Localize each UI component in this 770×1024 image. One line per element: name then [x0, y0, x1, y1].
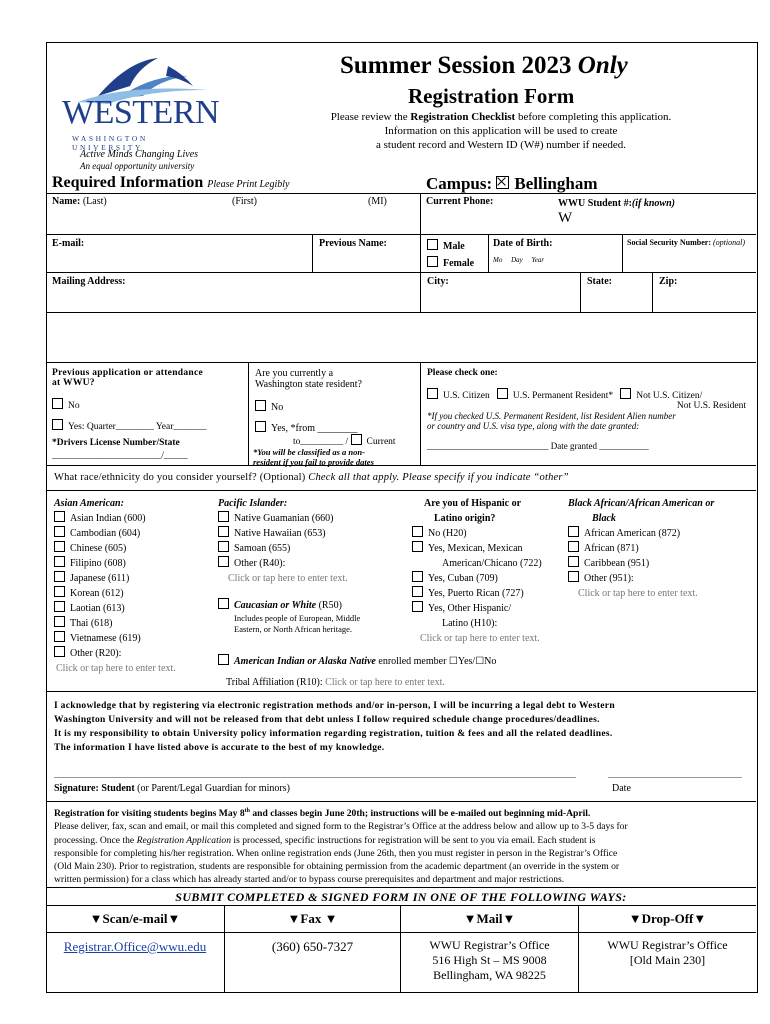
asian-option-label: Filipino (608)	[70, 558, 126, 569]
pacific-option-label: Native Guamanian (660)	[234, 513, 334, 524]
pacific-islander-group: Pacific Islander: Native Guamanian (660) Native Hawaiian (653) Samoan (655) Other (R40): Click or tap here to enter text. Caucasian or White (R50) Includes people of European, Middle Eastern, or North African heritage.	[218, 496, 408, 635]
pacific-checkbox[interactable]	[218, 526, 229, 537]
mail-cell: WWU Registrar’s Office 516 High St – MS 9008 Bellingham, WA 98225	[400, 932, 578, 992]
asian-option-label: Chinese (605)	[70, 543, 127, 554]
tribal-affiliation-input[interactable]: Click or tap here to enter text.	[325, 677, 445, 688]
mailing-address-field[interactable]: Mailing Address:	[46, 272, 420, 312]
fax-header: ▼Fax ▼	[224, 906, 400, 932]
dropoff-header: ▼Drop-Off▼	[578, 906, 756, 932]
asian-option	[54, 616, 219, 631]
black-african-group: Black African/African American or Black African American (872) African (871) Caribbean (951) Other (951): Click or tap here to enter text.	[568, 496, 754, 601]
campus-checkbox[interactable]	[496, 176, 509, 189]
previous-application: Previous application or attendance at WWU? No Yes: Quarter________ Year_______ *Drivers License Number/State _______________________/_____	[46, 362, 248, 466]
ethnicity-section	[46, 465, 756, 692]
pacific-other-input[interactable]: Click or tap here to enter text.	[228, 573, 348, 584]
black-option	[568, 556, 754, 571]
hispanic-puerto-rican-checkbox[interactable]	[412, 586, 423, 597]
us-citizen-checkbox[interactable]	[427, 388, 438, 399]
native-american-checkbox[interactable]	[218, 654, 229, 665]
asian-option-label: Laotian (613)	[70, 603, 125, 614]
pacific-checkbox[interactable]	[218, 556, 229, 567]
registrar-email-link[interactable]: Registrar.Office@wwu.edu	[63, 939, 207, 954]
form-subtitle: Registration Form	[408, 84, 575, 108]
logo-subtitle: WASHINGTON UNIVERSITY	[72, 134, 148, 152]
tribal-affiliation: Tribal Affiliation (R10): Click or tap here to enter text.	[226, 677, 445, 688]
name-field[interactable]: Name: (Last) (First) (MI)	[52, 196, 387, 207]
asian-option	[54, 511, 219, 526]
asian-option-label: Asian Indian (600)	[70, 513, 146, 524]
submit-heading: SUBMIT COMPLETED & SIGNED FORM IN ONE OF THE FOLLOWING WAYS:	[46, 887, 756, 906]
asian-checkbox[interactable]	[54, 571, 65, 582]
black-checkbox[interactable]	[568, 526, 579, 537]
ssn-field[interactable]: Social Security Number: (optional)	[622, 234, 756, 272]
signature-line[interactable]	[54, 777, 576, 778]
asian-option	[54, 646, 219, 661]
state-field[interactable]: State:	[580, 272, 652, 312]
asian-option-label: Cambodian (604)	[70, 528, 141, 539]
campus-heading: Campus: Bellingham	[426, 174, 598, 193]
date-label: Date	[612, 783, 631, 794]
washington-resident: Are you currently a Washington state resident? No Yes, *from ________ to_________ / Current *You will be classified as a non- resident if you fail to provide dates	[248, 362, 420, 466]
asian-other-input[interactable]: Click or tap here to enter text.	[56, 663, 176, 674]
resident-current-checkbox[interactable]	[351, 434, 362, 445]
asian-option	[54, 571, 219, 586]
instructions: Registration for visiting students begins May 8th and classes begin June 20th; instructions will be e-mailed out beginning mid-April. Please deliver, fax, scan and email, or mail this completed and signed form to the Registrar’s Office at the address below and allow up to 3-5 days for processing. Once the Registration Application is processed, specific instructions for registration will be sent to you via email. Each student is responsible for completing his/her registration. When online registration ends (June 26th, then you must register in person in the Registrar’s Office (Old Main 230). Prior to registration, students are responsible for obtaining permission from the academic department (an override in the system or written permission) for a class which has already started and/or to bypass course prerequisites and department and major restrictions.	[46, 801, 756, 887]
caucasian-checkbox[interactable]	[218, 598, 229, 609]
previous-name-field[interactable]: Previous Name:	[312, 234, 420, 272]
asian-checkbox[interactable]	[54, 646, 65, 657]
date-line[interactable]	[608, 777, 742, 778]
native-american-row: American Indian or Alaska Native enrolled member ☐Yes/☐No	[218, 654, 496, 667]
email-field[interactable]: E-mail:	[46, 234, 312, 272]
male-checkbox[interactable]	[427, 239, 438, 250]
signature-label: Signature: Student (or Parent/Legal Guardian for minors)	[54, 783, 290, 794]
asian-checkbox[interactable]	[54, 541, 65, 552]
acknowledgement: I acknowledge that by registering via electronic registration methods and/or in-person, I will be incurring a legal debt to Western Washington University and will not be released from that debt unless I follow required schedule change procedures/deadlines. It is my responsibility to obtain University policy information regarding registration, tuition & fees and all the related deadlines. The information I have listed above is accurate to the best of my knowledge.	[46, 691, 756, 801]
dropoff-cell: WWU Registrar’s Office [Old Main 230]	[578, 932, 756, 992]
black-checkbox[interactable]	[568, 556, 579, 567]
submit-table	[46, 905, 756, 992]
asian-checkbox[interactable]	[54, 601, 65, 612]
black-checkbox[interactable]	[568, 541, 579, 552]
permanent-resident-checkbox[interactable]	[497, 388, 508, 399]
asian-option	[54, 586, 219, 601]
black-checkbox[interactable]	[568, 571, 579, 582]
prev-no-checkbox[interactable]	[52, 398, 63, 409]
black-option-label: African American (872)	[584, 528, 681, 539]
pacific-checkbox[interactable]	[218, 511, 229, 522]
pacific-option	[218, 511, 408, 526]
equal-opportunity: An equal opportunity university	[80, 161, 195, 171]
pacific-option	[218, 556, 408, 571]
wwu-logo	[58, 56, 220, 152]
asian-option	[54, 556, 219, 571]
hispanic-mexican-checkbox[interactable]	[412, 541, 423, 552]
zip-field[interactable]: Zip:	[652, 272, 756, 312]
required-info-heading: Required Information Please Print Legibly	[52, 174, 290, 191]
student-number-field[interactable]: WWU Student #:(if known) W	[558, 198, 675, 226]
fax-cell: (360) 650-7327	[224, 932, 400, 992]
citizenship: Please check one: U.S. Citizen U.S. Permanent Resident* Not U.S. Citizen/ Not U.S. Resident *If you checked U.S. Permanent Resident, list Resident Alien number or country and U.S. visa type, along with the date granted: ___________________________ Date granted ___________	[420, 362, 756, 466]
asian-checkbox[interactable]	[54, 631, 65, 642]
black-option	[568, 571, 754, 586]
asian-checkbox[interactable]	[54, 511, 65, 522]
not-citizen-checkbox[interactable]	[620, 388, 631, 399]
asian-option-label: Japanese (611)	[70, 573, 130, 584]
pacific-option-label: Samoan (655)	[234, 543, 291, 554]
address-extra-space[interactable]	[46, 312, 756, 362]
logo-wordmark: WESTERN	[62, 94, 220, 131]
asian-option-label: Other (R20):	[70, 648, 122, 659]
black-option-label: Caribbean (951)	[584, 558, 650, 569]
hispanic-cuban-checkbox[interactable]	[412, 571, 423, 582]
asian-option	[54, 601, 219, 616]
pacific-option	[218, 526, 408, 541]
pacific-checkbox[interactable]	[218, 541, 229, 552]
pacific-option-label: Other (R40):	[234, 558, 286, 569]
asian-option-label: Korean (612)	[70, 588, 124, 599]
resident-yes-checkbox[interactable]	[255, 421, 266, 432]
asian-checkbox[interactable]	[54, 616, 65, 627]
asian-checkbox[interactable]	[54, 526, 65, 537]
pacific-option-label: Native Hawaiian (653)	[234, 528, 326, 539]
scan-header: ▼Scan/e-mail▼	[89, 911, 181, 926]
asian-american-group: Asian American: Asian Indian (600) Cambodian (604) Chinese (605) Filipino (608) Japanese (611) Korean (612) Laotian (613) Thai (618) Vietnamese (619) Other (R20): Click or tap here to enter text.	[54, 496, 219, 676]
black-option-label: Other (951):	[584, 573, 634, 584]
asian-option	[54, 631, 219, 646]
hispanic-group: Are you of Hispanic or Latino origin? No (H20) Yes, Mexican, Mexican American/Chicano (722) Yes, Cuban (709) Yes, Puerto Rican (727) Yes, Other Hispanic/ Latino (H10): Click or tap here to enter text.	[412, 496, 572, 646]
asian-option-label: Vietnamese (619)	[70, 633, 141, 644]
black-option	[568, 526, 754, 541]
tagline: Active Minds Changing Lives	[80, 149, 199, 160]
mail-header: ▼Mail▼	[400, 906, 578, 932]
prev-yes-checkbox[interactable]	[52, 419, 63, 430]
asian-option-label: Thai (618)	[70, 618, 113, 629]
form-grid	[46, 193, 756, 466]
hispanic-other-input[interactable]: Click or tap here to enter text.	[420, 633, 540, 644]
page-title: Summer Session 2023 Only	[340, 52, 628, 79]
pacific-option	[218, 541, 408, 556]
asian-checkbox[interactable]	[54, 586, 65, 597]
black-option-label: African (871)	[584, 543, 639, 554]
dob-field[interactable]: Date of Birth: Mo Day Year	[488, 234, 622, 272]
email-cell	[46, 932, 224, 992]
gender-field[interactable]: Male Female	[420, 234, 488, 272]
hispanic-other-checkbox[interactable]	[412, 601, 423, 612]
female-checkbox[interactable]	[427, 256, 438, 267]
asian-option	[54, 526, 219, 541]
hispanic-no-checkbox[interactable]	[412, 526, 423, 537]
intro-text: Please review the Registration Checklist before completing this application. Information on this application will be used to create a student record and Western ID (W#) number if needed.	[330, 111, 672, 151]
black-other-input[interactable]: Click or tap here to enter text.	[578, 588, 698, 599]
asian-option	[54, 541, 219, 556]
phone-field[interactable]: Current Phone:	[420, 194, 552, 234]
ethnicity-question: What race/ethnicity do you consider yourself? (Optional) Check all that apply. Please specify if you indicate “other”	[54, 472, 569, 483]
black-option	[568, 541, 754, 556]
city-field[interactable]: City:	[420, 272, 580, 312]
asian-checkbox[interactable]	[54, 556, 65, 567]
resident-no-checkbox[interactable]	[255, 400, 266, 411]
